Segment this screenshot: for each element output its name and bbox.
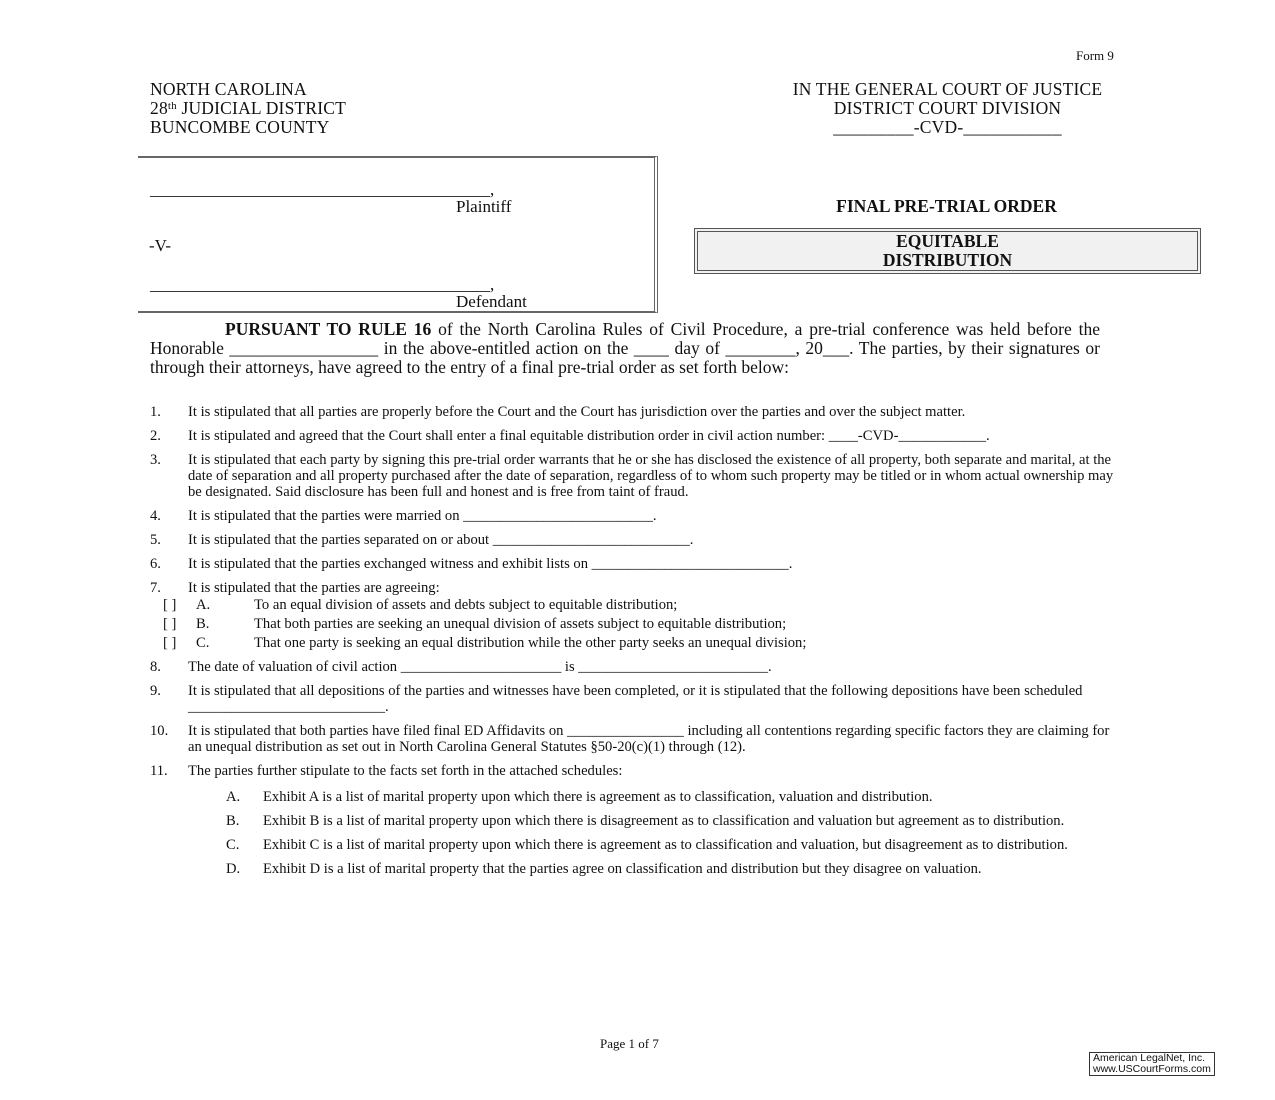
exhibit-text: Exhibit A is a list of marital property upon which there is agreement as to classification, valuation and distribution. xyxy=(263,789,933,805)
district-label: JUDICIAL DISTRICT xyxy=(176,98,347,118)
stipulation-list xyxy=(150,404,1120,885)
option-text: To an equal division of assets and debts subject to equitable distribution; xyxy=(254,597,678,613)
exhibit-text: Exhibit B is a list of marital property upon which there is disagreement as to classification and valuation but agreement as to distribution. xyxy=(263,813,1065,829)
option-text: That one party is seeking an equal distribution while the other party seeks an unequal division; xyxy=(254,635,807,651)
item-text: It is stipulated that all depositions of the parties and witnesses have been completed, or it is stipulated that the following depositions have been scheduled ___________________________. xyxy=(188,683,1083,715)
subtitle-line-2: DISTRIBUTION xyxy=(882,250,1013,270)
exhibit-letter: D. xyxy=(226,861,241,877)
plaintiff-name-field[interactable]: ________________________________________, xyxy=(150,180,495,199)
option-letter: C. xyxy=(196,635,210,651)
item-text: It is stipulated that all parties are properly before the Court and the Court has jurisdiction over the parties and over the subject matter. xyxy=(188,404,966,420)
item-text: The date of valuation of civil action ______________________ is __________________________. xyxy=(188,659,772,675)
district-number: 28 xyxy=(150,98,168,118)
option-letter: B. xyxy=(196,616,210,632)
document-subtitle-box xyxy=(694,228,1201,274)
item-text: It is stipulated that both parties have filed final ED Affidavits on ________________ including all contentions regarding specific factors they are claiming for an unequal distribution as set out in North Carolina General Statutes §50-20(c)(1) through (12). xyxy=(188,723,1110,755)
court-division: DISTRICT COURT DIVISION xyxy=(833,98,1062,118)
stipulation-item-4 xyxy=(150,508,1120,524)
judicial-district xyxy=(150,99,346,118)
publisher-stamp xyxy=(1089,1052,1215,1076)
defendant-name-field[interactable]: ________________________________________, xyxy=(150,275,495,294)
county-name: BUNCOMBE COUNTY xyxy=(150,117,330,137)
checkbox-option-b[interactable]: [ ] xyxy=(163,616,177,632)
court-header xyxy=(720,80,1175,137)
option-letter: A. xyxy=(196,597,211,613)
item-number: 1. xyxy=(150,404,161,420)
item-number: 10. xyxy=(150,723,169,739)
district-suffix: th xyxy=(167,100,177,112)
intro-paragraph xyxy=(150,320,1100,377)
stipulation-item-10 xyxy=(150,723,1120,755)
page-number: Page 1 of 7 xyxy=(600,1036,659,1051)
case-caption-box xyxy=(138,156,658,313)
item-text: It is stipulated and agreed that the Court shall enter a final equitable distribution order in civil action number: ____-CVD-____________. xyxy=(188,428,990,444)
checkbox-option-a[interactable]: [ ] xyxy=(163,597,177,613)
defendant-label: Defendant xyxy=(456,292,527,311)
exhibit-text: Exhibit C is a list of marital property upon which there is agreement as to classification and valuation, but disagreement as to distribution. xyxy=(263,837,1068,853)
stipulation-item-9 xyxy=(150,683,1120,715)
stipulation-item-8 xyxy=(150,659,1120,675)
item-text: It is stipulated that the parties were married on __________________________. xyxy=(188,508,657,524)
exhibit-letter: C. xyxy=(226,837,240,853)
item-text: It is stipulated that the parties separated on or about ___________________________. xyxy=(188,532,694,548)
stipulation-item-5 xyxy=(150,532,1120,548)
stipulation-item-11 xyxy=(150,763,1120,877)
document-title: FINAL PRE-TRIAL ORDER xyxy=(836,196,1057,216)
exhibit-d xyxy=(150,861,1120,877)
state-name: NORTH CAROLINA xyxy=(150,79,307,99)
item-text: It is stipulated that the parties exchanged witness and exhibit lists on ___________________________. xyxy=(188,556,793,572)
exhibit-b xyxy=(150,813,1120,829)
exhibit-a xyxy=(150,789,1120,805)
item-number: 2. xyxy=(150,428,161,444)
agreement-option-b xyxy=(150,616,1120,632)
stipulation-item-3 xyxy=(150,452,1120,500)
case-number-field[interactable]: _________-CVD-___________ xyxy=(833,117,1062,137)
item-number: 11. xyxy=(150,763,168,779)
publisher-url: www.USCourtForms.com xyxy=(1093,1063,1211,1075)
item-number: 5. xyxy=(150,532,161,548)
agreement-option-c xyxy=(150,635,1120,651)
stipulation-item-6 xyxy=(150,556,1120,572)
intro-text: of the North Carolina Rules of Civil Procedure, a pre-trial conference was held before the Honorable _________________ in the above-entitled action on the ____ day of ________, 20___. The parties, by their signatures or through their attorneys, have agreed to the entry of a final pre-trial order as set forth below: xyxy=(150,319,1100,377)
item-number: 3. xyxy=(150,452,161,468)
court-name: IN THE GENERAL COURT OF JUSTICE xyxy=(792,79,1103,99)
checkbox-option-c[interactable]: [ ] xyxy=(163,635,177,651)
exhibit-list xyxy=(150,789,1120,877)
stipulation-item-7 xyxy=(150,580,1120,651)
agreement-option-a xyxy=(150,597,1120,613)
versus-label: -V- xyxy=(149,236,172,255)
exhibit-letter: A. xyxy=(226,789,241,805)
stipulation-item-2 xyxy=(150,428,1120,444)
item-number: 4. xyxy=(150,508,161,524)
item-number: 7. xyxy=(150,580,161,596)
intro-rule-reference: PURSUANT TO RULE 16 xyxy=(225,319,432,339)
stipulation-item-1 xyxy=(150,404,1120,420)
publisher-name: American LegalNet, Inc. xyxy=(1093,1052,1206,1064)
item-number: 9. xyxy=(150,683,161,699)
item-number: 6. xyxy=(150,556,161,572)
exhibit-text: Exhibit D is a list of marital property that the parties agree on classification and distribution but they disagree on valuation. xyxy=(263,861,982,877)
form-number: Form 9 xyxy=(1076,48,1114,63)
subtitle-line-1: EQUITABLE xyxy=(896,231,999,251)
exhibit-c xyxy=(150,837,1120,853)
item-text: The parties further stipulate to the facts set forth in the attached schedules: xyxy=(188,763,623,779)
item-number: 8. xyxy=(150,659,161,675)
plaintiff-label: Plaintiff xyxy=(456,197,512,216)
option-text: That both parties are seeking an unequal division of assets subject to equitable distribution; xyxy=(254,616,787,632)
jurisdiction-header xyxy=(150,80,346,137)
exhibit-letter: B. xyxy=(226,813,240,829)
item-text: It is stipulated that the parties are agreeing: xyxy=(188,580,440,596)
item-text: It is stipulated that each party by signing this pre-trial order warrants that he or she has disclosed the existence of all property, both separate and marital, at the date of separation and all property purchased after the date of separation, regardless of to whom such property may be titled or in whom actual ownership may be designated. Said disclosure has been full and honest and is free from taint of fraud. xyxy=(188,452,1114,500)
